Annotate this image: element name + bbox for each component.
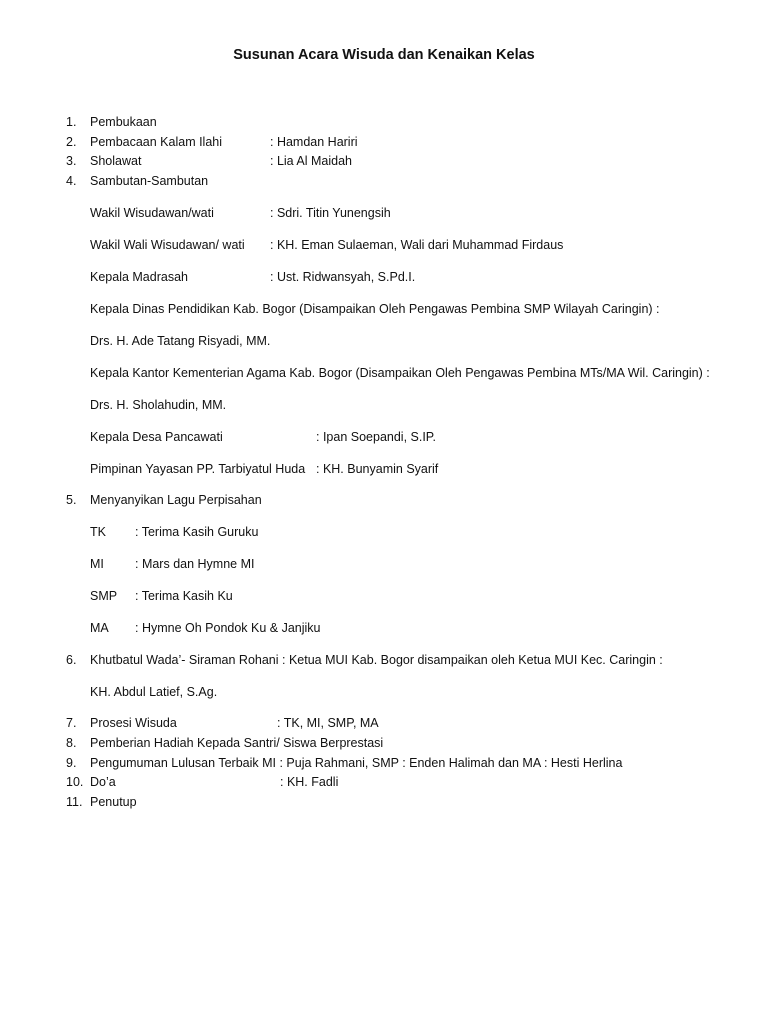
document-title: Susunan Acara Wisuda dan Kenaikan Kelas <box>233 47 535 63</box>
document-page: Susunan Acara Wisuda dan Kenaikan Kelas 1. Pembukaan 2. Pembacaan Kalam Ilahi : Hamdan Hariri 3. Sholawat : Lia Al Maidah 4. Sambutan-Sambutan Wakil Wisudawan/wati : Sdri. Titin Yunengsih Wakil Wali Wisudawan/ wati : KH. Eman Sulaeman, Wali dari Muhammad Firdaus Kepala Madrasah : Ust. Ridwansyah, S.Pd.I. Kepala Dinas Pendidikan Kab. Bogor (Disampaikan Oleh Pengawas Pembina SMP Wilayah Caringin) : Drs. H. Ade Tatang Risyadi, MM. Kepala Kantor Kementerian Agama Kab. Bogor (Disampaikan Oleh Pengawas Pembina MTs/MA Wil. Caringin) : Drs. H. Sholahudin, MM. Kepala Desa Pancawati : Ipan Soepandi, S.IP. Pimpinan Yayasan PP. Tarbiyatul Huda : KH. Bunyamin Syarif 5. Menyanyikan Lagu Perpisahan TK : Terima Kasih Guruku MI : Mars dan Hymne MI SMP : Terima Kasih Ku MA : Hymne Oh Pondok Ku & Janjiku 6. Khutbatul Wada’- Siraman Rohani : Ketua MUI Kab. Bogor disampaikan oleh Ketua MUI Kec. Caringin : KH. Abdul Latief, S.Ag. 7. Prosesi Wisuda : TK, MI, SMP, MA 8. Pemberian Hadiah Kepada Santri/ Siswa Berprestasi 9. Pengumuman Lulusan Terbaik MI : Puja Rahmani, SMP : Enden Halimah dan MA : Hesti Herlina 10. Do’a : KH. Fadli 11. Penutup <box>0 0 768 1024</box>
